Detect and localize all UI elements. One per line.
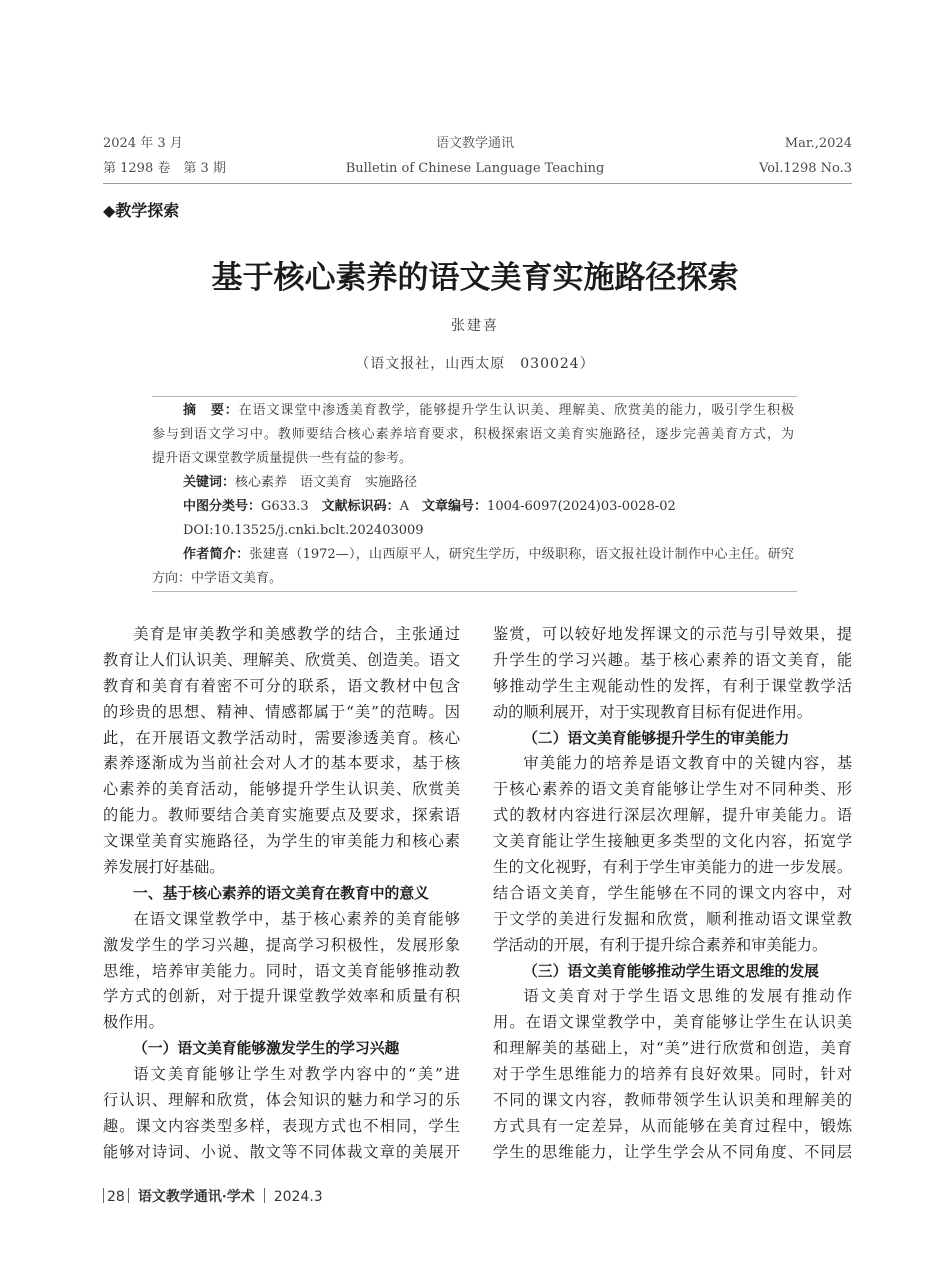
body-line: 趣。课文内容类型多样，表现方式也不相同，学生 [103, 1116, 460, 1135]
body-line: 极作用。 [103, 1013, 164, 1032]
section-heading: 一、基于核心素养的语文美育在教育中的意义 [133, 884, 429, 902]
issue-date-en: Mar.,2024 [784, 136, 852, 151]
paragraph [493, 751, 852, 958]
paragraph [103, 907, 460, 1036]
body-line: 学生的思维能力，让学生学会从不同角度、不同层 [493, 1142, 852, 1161]
abstract-label: 摘 要： [183, 403, 239, 418]
issue-date-cn: 2024 年 3 月 [103, 136, 183, 151]
body-line: 的珍贵的思想、精神、情感都属于“美”的范畴。因 [103, 702, 460, 721]
body-line: 审美能力的培养是语文教育中的关键内容，基 [523, 754, 852, 773]
body-line: 语文美育对于学生语文思维的发展有推动作 [523, 987, 852, 1006]
paragraph [493, 984, 852, 1165]
body-line: 生的文化视野，有利于学生审美能力的进一步发展。 [493, 858, 852, 877]
body-line: 够推动学生主观能动性的发挥，有利于课堂教学活 [493, 676, 852, 695]
paragraph-continued [493, 622, 852, 726]
body-column-right [493, 622, 852, 1166]
body-line: 和理解美的基础上，对“美”进行欣赏和创造，美育 [493, 1039, 852, 1058]
body-line: 对于学生思维能力的培养有良好效果。同时，针对 [493, 1065, 852, 1084]
page-footer [100, 1187, 323, 1207]
abstract-line [152, 399, 794, 423]
journal-name-cn: 语文教学通讯 [435, 136, 514, 151]
body-line: 学方式的创新，对于提升课堂教学效率和质量有积 [103, 987, 460, 1006]
body-line: 美育是审美教学和美感教学的结合，主张通过 [133, 625, 460, 643]
header-divider [103, 183, 852, 184]
subsection-heading: （一）语文美育能够激发学生的学习兴趣 [133, 1040, 400, 1058]
body-line: 此，在开展语文教学活动时，需要渗透美育。核心 [103, 728, 460, 747]
header-right [759, 131, 852, 181]
article-number: 1004-6097(2024)03-0028-02 [487, 499, 676, 514]
footer-journal: 语文教学通讯·学术 [137, 1189, 255, 1205]
body-line: 学活动的开展，有利于提升综合素养和审美能力。 [493, 935, 828, 954]
author-bio-line [152, 543, 794, 567]
subsection-heading: （三）语文美育能够推动学生语文思维的发展 [523, 962, 819, 980]
body-line: 教育和美育有着密不可分的联系，语文教材中包含 [103, 676, 460, 695]
footer-issue: 2024.3 [273, 1189, 323, 1205]
body-line: 方式具有一定差异，从而能够在美育过程中，锻炼 [493, 1116, 852, 1135]
body-line: 激发学生的学习兴趣，提高学习积极性，发展形象 [103, 935, 460, 954]
body-line: 在语文课堂教学中，基于核心素养的美育能够 [133, 909, 460, 928]
abstract-top-rule [152, 396, 797, 397]
doi: DOI:10.13525/j.cnki.bclt.202403009 [183, 523, 424, 538]
column-tag: ◆教学探索 [103, 201, 180, 220]
body-line: 升学生的学习兴趣。基于核心素养的语文美育，能 [493, 650, 852, 669]
body-line: 文美育能让学生接触更多类型的文化内容，拓宽学 [493, 832, 852, 851]
keywords-line [152, 471, 794, 495]
article-number-label: 文章编号： [422, 499, 488, 514]
body-line: 养发展打好基础。 [103, 858, 225, 877]
article-author: 张建喜 [451, 318, 499, 334]
clc-label: 中图分类号： [183, 499, 262, 514]
author-bio-text: 张建喜（1972—），山西原平人，研究生学历，中级职称，语文报社设计制作中心主任。研究 [249, 547, 794, 562]
abstract-bottom-rule [152, 591, 797, 592]
author-bio-line: 方向：中学语文美育。 [152, 571, 283, 586]
footer-divider [103, 1188, 104, 1203]
volume-issue-en: Vol.1298 No.3 [759, 161, 852, 176]
body-line: 于核心素养的语文美育能够让学生对不同种类、形 [493, 780, 852, 799]
body-line: 行认识、理解和欣赏，体会知识的魅力和学习的乐 [103, 1091, 460, 1110]
body-line: 的能力。教师要结合美育实施要点及要求，探索语 [103, 806, 460, 825]
body-column-left [103, 622, 460, 1166]
author-affiliation: （语文报社，山西太原 030024） [355, 356, 595, 372]
author-bio-label: 作者简介： [183, 547, 250, 562]
body-line: 结合语文美育，学生能够在不同的课文内容中，对 [493, 883, 852, 902]
body-line: 用。在语文课堂教学中，美育能够让学生在认识美 [493, 1013, 852, 1032]
doc-code: A [399, 499, 410, 514]
body-line: 不同的课文内容，教师带领学生认识美和理解美的 [493, 1091, 852, 1110]
keyword: 实施路径 [365, 475, 418, 490]
abstract-text: 在语文课堂中渗透美育教学，能够提升学生认识美、理解美、欣赏美的能力，吸引学生积极 [238, 403, 794, 418]
body-line: 语文美育能够让学生对教学内容中的“美”进 [133, 1065, 460, 1084]
abstract-line: 参与到语文学习中。教师要结合核心素养培育要求，积极探索语文美育实施路径，逐步完善美育方式，为 [152, 427, 794, 442]
article-title: 基于核心素养的语文美育实施路径探索 [211, 260, 739, 296]
body-line: 式的教材内容进行深层次理解，提升审美能力。语 [493, 806, 852, 825]
body-line: 教育让人们认识美、理解美、欣赏美、创造美。语文 [103, 650, 460, 669]
volume-issue-cn: 第 1298 卷 第 3 期 [103, 161, 226, 176]
journal-name-en: Bulletin of Chinese Language Teaching [345, 161, 605, 176]
body-line: 鉴赏，可以较好地发挥课文的示范与引导效果，提 [493, 625, 852, 643]
abstract-line: 提升语文课堂教学质量提供一些有益的参考。 [152, 451, 413, 466]
subsection-heading: （二）语文美育能够提升学生的审美能力 [523, 729, 790, 747]
paragraph [103, 1062, 460, 1166]
keywords-label: 关键词： [183, 475, 236, 490]
doc-code-label: 文献标识码： [321, 499, 400, 514]
page-number: 28 [107, 1189, 125, 1205]
body-line: 于文学的美进行发掘和欣赏，顺利推动语文课堂教 [493, 909, 852, 928]
footer-divider [264, 1188, 265, 1203]
clc-number: G633.3 [261, 499, 309, 514]
keyword: 核心素养 [235, 475, 288, 490]
classification-line [152, 495, 794, 519]
body-line: 文课堂美育实施路径，为学生的审美能力和核心素 [103, 832, 460, 851]
footer-divider [128, 1188, 129, 1203]
body-line: 动的顺利展开，对于实现教育目标有促进作用。 [493, 702, 812, 721]
abstract-block [152, 399, 794, 591]
body-line: 心素养的美育活动，能够提升学生认识美、欣赏美 [103, 780, 460, 799]
paragraph-intro [103, 622, 460, 881]
body-line: 思维，培养审美能力。同时，语文美育能够推动教 [103, 961, 460, 980]
body-line: 素养逐渐成为当前社会对人才的基本要求，基于核 [103, 754, 460, 773]
body-line: 能够对诗词、小说、散文等不同体裁文章的美展开 [103, 1142, 460, 1161]
keyword: 语文美育 [300, 475, 353, 490]
